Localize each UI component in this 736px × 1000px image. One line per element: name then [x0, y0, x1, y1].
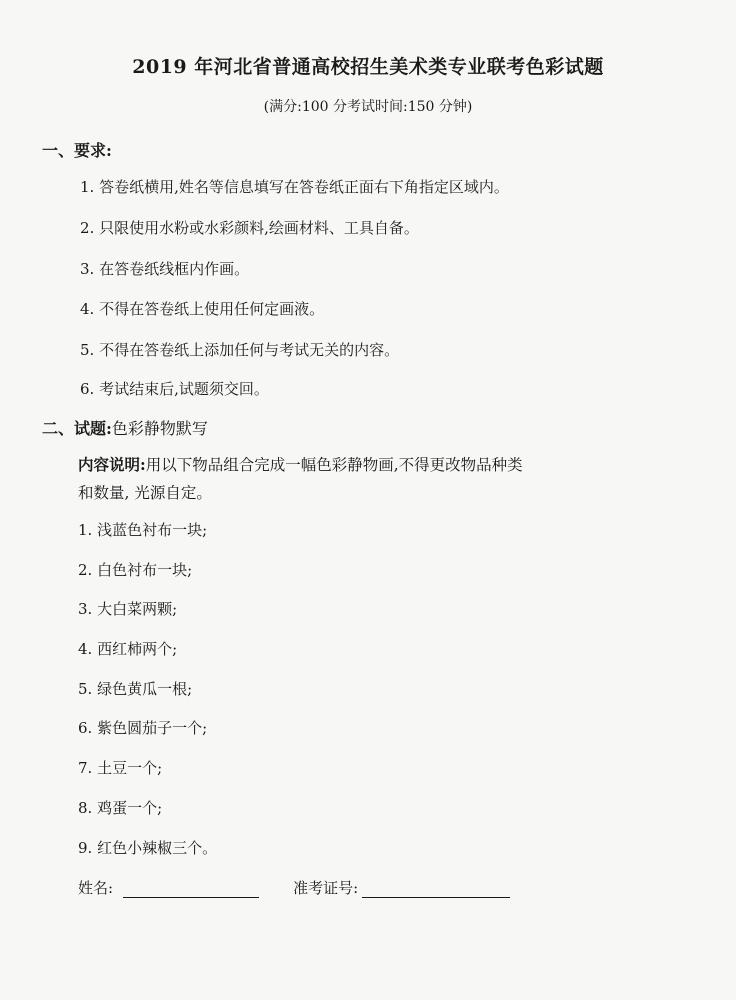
page-title: 2019 年河北省普通高校招生美术类专业联考色彩试题 [132, 56, 604, 78]
section-question-topic: 色彩静物默写 [111, 419, 208, 438]
still-life-item-3: 3. 大白菜两颗; [78, 600, 178, 618]
content-description-line2: 和数量, 光源自定。 [78, 484, 212, 502]
still-life-item-7: 7. 土豆一个; [78, 759, 163, 777]
content-description-text: 用以下物品组合完成一幅色彩静物画,不得更改物品种类 [145, 456, 523, 474]
requirement-3: 3. 在答卷纸线框内作画。 [80, 260, 250, 278]
requirement-5: 5. 不得在答卷纸上添加任何与考试无关的内容。 [80, 341, 400, 359]
section-requirements-heading: 一、要求: [42, 141, 112, 160]
section-question-label: 二、试题: [42, 419, 112, 438]
section-question-heading [42, 416, 208, 439]
still-life-item-9: 9. 红色小辣椒三个。 [78, 839, 218, 857]
requirement-1: 1. 答卷纸横用,姓名等信息填写在答卷纸正面右下角指定区域内。 [80, 178, 509, 196]
name-blank[interactable] [123, 881, 259, 898]
requirement-2: 2. 只限使用水粉或水彩颜料,绘画材料、工具自备。 [80, 219, 419, 237]
requirement-4: 4. 不得在答卷纸上使用任何定画液。 [80, 300, 325, 318]
still-life-item-5: 5. 绿色黄瓜一根; [78, 680, 193, 698]
still-life-item-4: 4. 西红柿两个; [78, 640, 178, 658]
candidate-info-row [78, 877, 510, 898]
still-life-item-1: 1. 浅蓝色衬布一块; [78, 521, 208, 539]
exam-id-blank[interactable] [362, 881, 510, 898]
content-description-label: 内容说明: [78, 455, 146, 474]
requirement-6: 6. 考试结束后,试题须交回。 [80, 380, 269, 398]
exam-id-label: 准考证号: [293, 879, 359, 897]
exam-info: (满分:100 分考试时间:150 分钟) [263, 99, 473, 115]
still-life-item-8: 8. 鸡蛋一个; [78, 799, 163, 817]
still-life-item-2: 2. 白色衬布一块; [78, 561, 193, 579]
name-label: 姓名: [78, 879, 114, 897]
content-description [78, 453, 523, 475]
still-life-item-6: 6. 紫色圆茄子一个; [78, 719, 208, 737]
